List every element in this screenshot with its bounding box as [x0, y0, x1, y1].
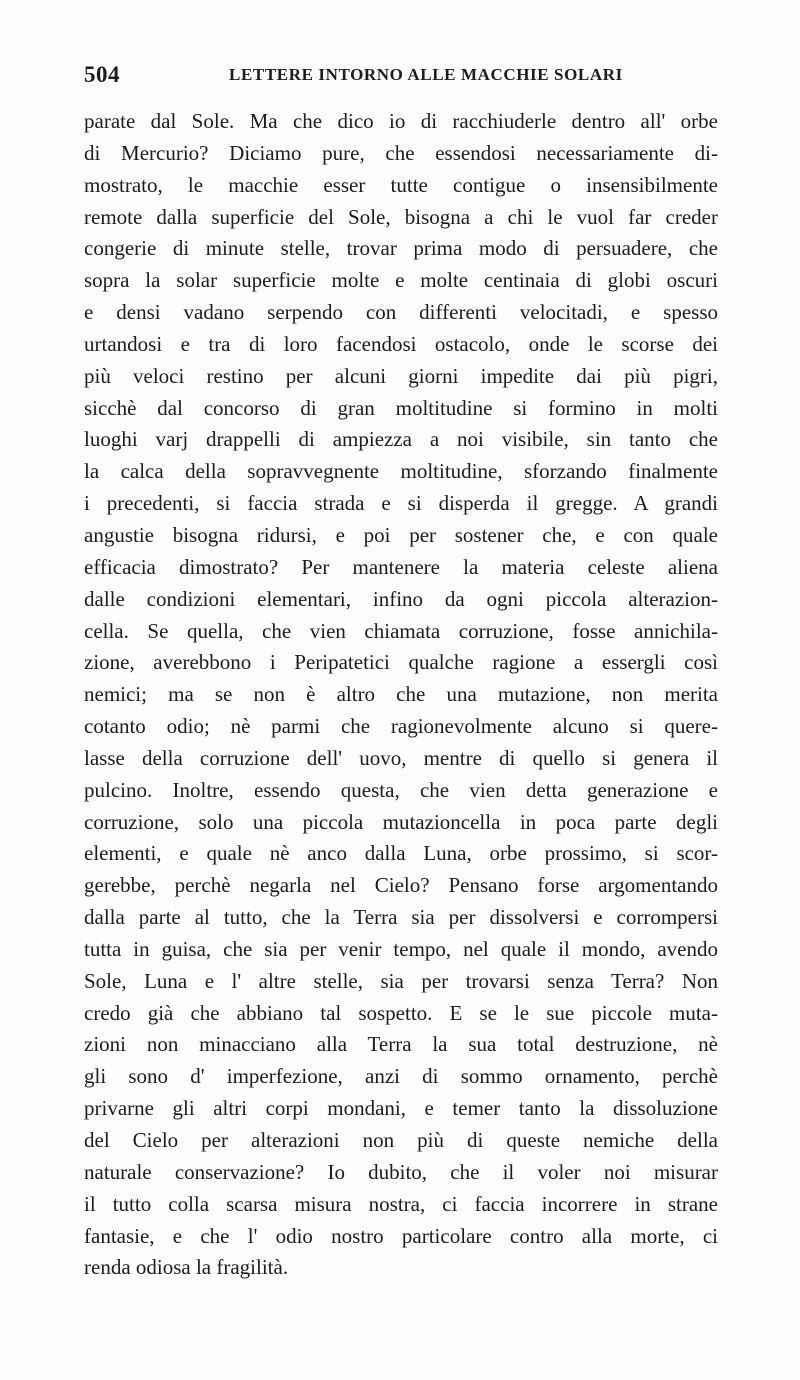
- running-title: LETTERE INTORNO ALLE MACCHIE SOLARI: [229, 65, 623, 84]
- text-line: di Mercurio? Diciamo pure, che essendosi necessariamente di-: [84, 140, 718, 165]
- text-line: sicchè dal concorso di gran moltitudine si formino in molti: [84, 395, 718, 420]
- text-line: sopra la solar superficie molte e molte centinaia di globi oscuri: [84, 268, 718, 293]
- text-line: la calca della sopravvegnente moltitudine, sforzando finalmente: [84, 459, 718, 484]
- text-line: dalla parte al tutto, che la Terra sia per dissolversi e corrompersi: [84, 905, 718, 930]
- page-number: 504: [84, 62, 120, 87]
- text-line: più veloci restino per alcuni giorni impedite dai più pigri,: [84, 363, 718, 388]
- text-line: parate dal Sole. Ma che dico io di racchiuderle dentro all' orbe: [84, 109, 718, 133]
- running-header: [84, 62, 718, 92]
- text-line: mostrato, le macchie esser tutte contigue o insensibilmente: [84, 172, 718, 197]
- text-line: cella. Se quella, che vien chiamata corruzione, fosse annichila-: [84, 618, 718, 643]
- text-line: naturale conservazione? Io dubito, che il voler noi misurar: [84, 1159, 718, 1184]
- text-line: nemici; ma se non è altro che una mutazione, non merita: [84, 682, 718, 707]
- text-line: lasse della corruzione dell' uovo, mentre di quello si genera il: [84, 745, 718, 770]
- text-line: il tutto colla scarsa misura nostra, ci faccia incorrere in strane: [84, 1191, 718, 1216]
- text-line: tutta in guisa, che sia per venir tempo, nel quale il mondo, avendo: [84, 936, 718, 961]
- text-line: gerebbe, perchè negarla nel Cielo? Pensano forse argomentando: [84, 873, 718, 898]
- text-line: angustie bisogna ridursi, e poi per sostener che, e con quale: [84, 522, 718, 547]
- text-line: efficacia dimostrato? Per mantenere la materia celeste aliena: [84, 554, 718, 579]
- text-line: Sole, Luna e l' altre stelle, sia per trovarsi senza Terra? Non: [84, 968, 718, 993]
- text-line: urtandosi e tra di loro facendosi ostacolo, onde le scorse dei: [84, 331, 718, 356]
- text-line: elementi, e quale nè anco dalla Luna, orbe prossimo, si scor-: [84, 841, 718, 866]
- text-line: cotanto odio; nè parmi che ragionevolmente alcuno si quere-: [84, 714, 718, 739]
- text-line: gli sono d' imperfezione, anzi di sommo ornamento, perchè: [84, 1064, 718, 1089]
- text-line: del Cielo per alterazioni non più di queste nemiche della: [84, 1128, 718, 1152]
- text-line: dalle condizioni elementari, infino da ogni piccola alterazion-: [84, 586, 718, 611]
- text-line: congerie di minute stelle, trovar prima modo di persuadere, che: [84, 236, 718, 261]
- text-line: remote dalla superficie del Sole, bisogna a chi le vuol far creder: [84, 204, 718, 229]
- text-line: luoghi varj drappelli di ampiezza a noi visibile, sin tanto che: [84, 427, 718, 452]
- text-line: zione, averebbono i Peripatetici qualche ragione a essergli così: [84, 650, 718, 675]
- text-line: privarne gli altri corpi mondani, e temer tanto la dissoluzione: [84, 1096, 718, 1121]
- text-line: zioni non minacciano alla Terra la sua total destruzione, nè: [84, 1032, 718, 1057]
- text-line: fantasie, e che l' odio nostro particolare contro alla morte, ci: [84, 1223, 718, 1248]
- text-line: renda odiosa la fragilità.: [84, 1255, 289, 1280]
- text-line: i precedenti, si faccia strada e si disperda il gregge. A grandi: [84, 491, 718, 516]
- text-line: pulcino. Inoltre, essendo questa, che vien detta generazione e: [84, 777, 718, 802]
- body-text: [84, 106, 718, 1284]
- text-line: corruzione, solo una piccola mutazioncella in poca parte degli: [84, 809, 718, 834]
- text-line: credo già che abbiano tal sospetto. E se le sue piccole muta-: [84, 1000, 718, 1025]
- text-line: e densi vadano serpendo con differenti velocitadi, e spesso: [84, 300, 718, 325]
